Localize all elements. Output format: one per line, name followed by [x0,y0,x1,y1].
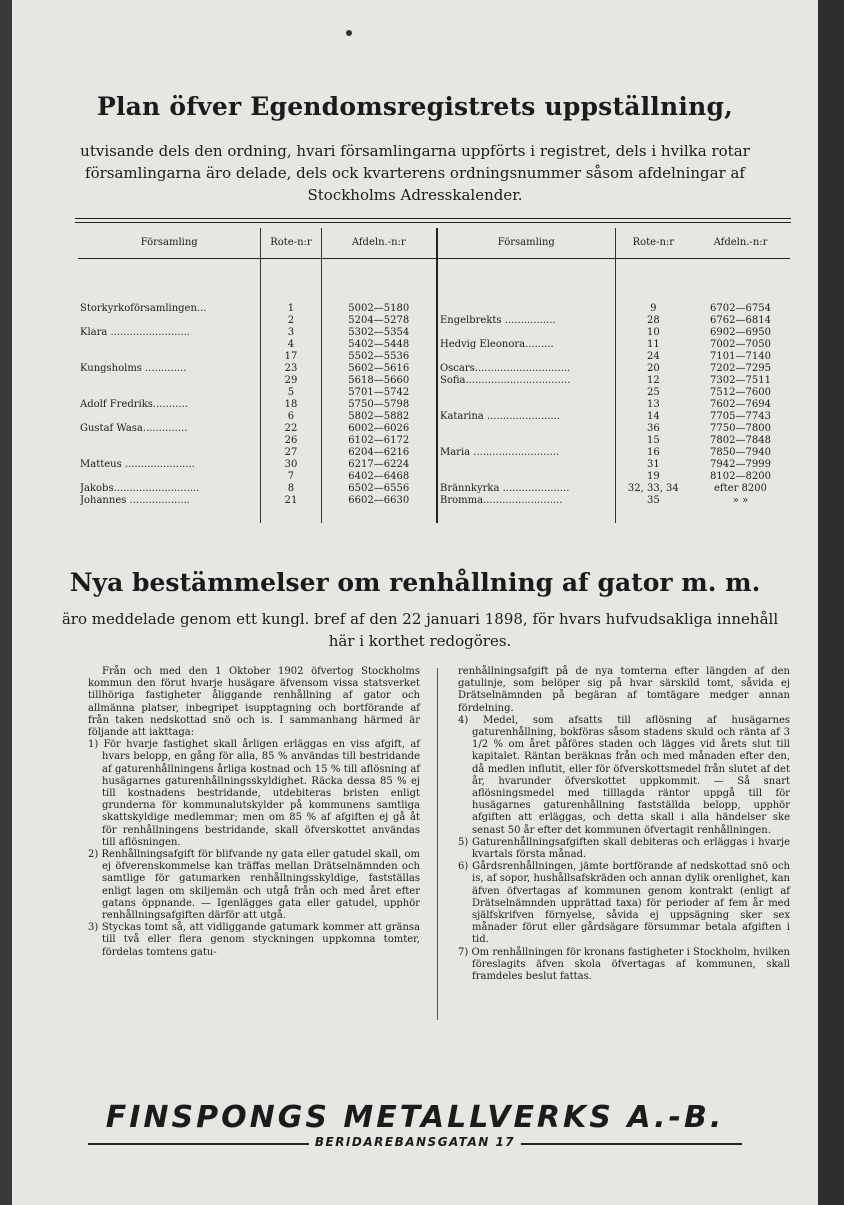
section-heading: Nya bestämmelser om renhållning af gator m. m. [69,568,761,597]
table-cell-forsamling [440,471,613,483]
header-forsamling-right: Församling [437,228,615,259]
header-afdeln-right: Afdeln.-n:r [691,228,790,259]
header-rote-left: Rote-n:r [261,228,321,259]
left-paragraph: 3) Styckas tomt så, att vidliggande gatumark kommer att gränsa till två eller flera genom styckningen uppkomna tomter, fördelas tomtens gatu- [88,922,420,958]
left-paragraph: 2) Renhållningsafgift för blifvande ny gata eller gatudel skall, om ej öfverenskommelse kan träffas mellan Drätselnämnden och samtlige för gatumarken renhållningsskyldige, fastställas enligt lagen om skiljemän och utgå från och med året efter gatans öppnande. — Igenlägges gata eller gatudel, upphör renhållningsafgiften därför att utgå. [88,849,420,922]
table-cell-afdelning: 7002—7050 [710,339,771,350]
table-cell-rote: 18 [284,399,298,410]
table-cell-afdelning: 6502—6556 [348,483,410,494]
header-forsamling-left: Församling [78,228,261,259]
table-cell-rote: 11 [646,339,660,350]
table-cell-afdelning: 5602—5616 [348,363,410,374]
table-cell-afdelning: 6217—6224 [348,459,410,470]
table-cell-forsamling [80,447,258,459]
table-cell-forsamling: Kungsholms ............. [80,363,187,374]
table-cell-rote: 16 [646,447,660,458]
table-header-row [78,228,790,259]
table-cell-forsamling: Oscars.............................. [439,363,571,374]
table-cell-forsamling [80,375,258,387]
table-cell-rote: 5 [287,387,295,398]
table-cell-rote: 3 [287,327,295,338]
table-cell-rote: 36 [646,423,660,434]
table-cell-rote: 21 [284,495,298,506]
right-paragraph: renhållningsafgift på de nya tomterna efter längden af den gatulinje, som belöper sig på hvar särskild tomt, såvida ej Drätselnämnden på begäran af tomtägare medger annan fördelning. [458,666,790,714]
table-cell-afdelning: 8102—8200 [710,471,771,482]
table-cell-afdelning: 5204—5278 [348,315,410,326]
table-cell-forsamling [80,315,258,327]
table-cell-rote: 2 [287,315,295,326]
table-cell-forsamling: Maria ........................... [439,447,560,458]
table-cell-afdelning: 7101—7140 [710,351,771,362]
table-cell-afdelning: 5502—5536 [348,351,410,362]
table-cell-afdelning: 5402—5448 [348,339,410,350]
table-cell-afdelning: 5618—5660 [348,375,410,386]
table-cell-afdelning: 5002—5180 [348,303,410,314]
table-cell-forsamling [440,387,613,399]
table-cell-afdelning: 6702—6754 [710,303,771,314]
right-paragraph: 7) Om renhållningen för kronans fastigheter i Stockholm, hvilken föreslagits äfven skola öfvertagas af kommunen, skall framdeles beslut fattas. [458,946,790,983]
table-cell-forsamling [80,351,258,363]
table-cell-forsamling: Sofia................................. [439,375,571,386]
table-cell-afdelning: 6902—6950 [710,327,771,338]
table-cell-forsamling: Katarina ....................... [439,411,561,422]
left-text-column [88,666,420,959]
table-cell-rote: 32, 33, 34 [627,483,679,494]
table-top-rule [75,218,791,219]
right-rotar-cell [615,259,691,524]
table-cell-forsamling [440,327,613,339]
table-cell-afdelning: 6762—6814 [710,315,771,326]
table-cell-rote: 29 [284,375,298,386]
table-cell-forsamling [80,507,258,519]
table-cell-rote: 8 [287,483,295,494]
table-cell-afdelning: 7942—7999 [710,459,771,470]
table-cell-forsamling: Jakobs........................... [80,483,200,494]
table-cell-rote: 12 [646,375,660,386]
table-cell-forsamling: Hedvig Eleonora......... [439,339,554,350]
table-cell-rote: 25 [646,387,660,398]
table-cell-rote: 1 [287,303,295,314]
table-cell-forsamling [80,411,258,423]
table-cell-forsamling [440,303,613,315]
advertiser-address: BERIDAREBANSGATAN 17 [12,1135,818,1149]
table-cell-rote: 35 [646,495,660,506]
table-cell-afdelning: 5701—5742 [348,387,410,398]
table-cell-forsamling [440,351,613,363]
table-cell-afdelning: 6204—6216 [348,447,410,458]
table-cell-forsamling: Matteus ...................... [80,459,195,470]
left-paragraph: 1) För hvarje fastighet skall årligen erläggas en viss afgift, af hvars belopp, en gång för alla, 85 % användas till bestridande af gaturenhållningens årliga kostnad och 15 % till aflösning af husägarnes gaturenhållningsskyldighet. Räcka dessa 85 % ej till kostnadens bestridande, utdebiteras bristen enligt grunderna för kommunalutskylder på kommunens samtliga skattskyldige medlemmar; men om 85 % af afgiften ej gå åt för renhållningens bestridande, skall öfverskottet användas till aflösningen. [88,739,420,848]
advertiser-logo-text: FINSPONGS METALLVERKS A.-B. [105,1100,725,1135]
left-paragraph: Från och med den 1 Oktober 1902 öfvertog Stockholms kommun den förut hvarje husägare äfvensom vissa statsverket tillhöriga fastigheter åliggande renhållning af gator och allmänna platser, inbegripet isupptagning och bortförande af från taken nedskottad snö och is. I sammanhang härmed är följande att iakttaga: [88,666,420,739]
table-cell-afdelning: efter 8200 [714,483,767,494]
table-cell-forsamling [80,471,258,483]
table-cell-forsamling [440,435,613,447]
table-cell-rote: 30 [284,459,298,470]
table-cell-forsamling: Klara ......................... [80,327,191,338]
table-cell-rote: 28 [646,315,660,326]
table-cell-forsamling [440,399,613,411]
left-names-cell [78,259,261,524]
table-cell-rote: 26 [284,435,298,446]
register-table [78,228,790,523]
left-afdeln-cell [321,259,437,524]
table-cell-forsamling: Brännkyrka ..................... [439,483,570,494]
table-cell-forsamling [80,435,258,447]
table-cell-afdelning: 7750—7800 [710,423,771,434]
column-divider [437,668,438,1020]
table-cell-forsamling [80,387,258,399]
table-cell-afdelning: 5302—5354 [348,327,410,338]
table-cell-afdelning: 6102—6172 [348,435,410,446]
table-cell-afdelning: 6402—6468 [348,471,410,482]
table-cell-afdelning: 5802—5882 [348,411,410,422]
section-subheading: äro meddelade genom ett kungl. bref af den 22 januari 1898, för hvars hufvudsakliga innehåll här i korthet redogöres. [61,610,779,650]
right-paragraph: 4) Medel, som afsatts till aflösning af husägarnes gaturenhållning, bokföras såsom stadens skuld och ränta af 3 1/2 % om året påföres staden och lägges vid årets slut till kapitalet. Räntan beräknas från och med månaden efter den, då medlen influtit, eller för öfverskottsmedel från slutet af det år, hvarunder öfverskottet uppkommit. — Så snart aflösningsmedel med tilllagda räntor uppgå till för husägarnes gaturenhållning fastställda belopp, upphör afgiften att erläggas, och detta skall i alla händelser ske senast 50 år efter det kommunen öfvertagit renhållningen. [458,714,790,836]
page-subtitle: utvisande dels den ordning, hvari församlingarna uppförts i registret, dels i hvilka rotar församlingarna äro delade, dels ock kvarterens ordningsnummer såsom afdelningar af Stockholms Adresskalender. [80,142,750,204]
table-cell-rote: 15 [646,435,660,446]
table-cell-rote: 23 [284,363,298,374]
table-cell-rote: 4 [287,339,295,350]
table-cell-rote: 27 [284,447,298,458]
table-cell-rote: 31 [646,459,660,470]
table-cell-afdelning: 5750—5798 [348,399,410,410]
table-top-rule-2 [75,222,791,223]
table-cell-rote: 10 [646,327,660,338]
table-cell-afdelning: 7705—7743 [710,411,771,422]
table-cell-forsamling: Bromma......................... [439,495,563,506]
table-cell-rote: 9 [650,303,657,314]
table-cell-afdelning: 7802—7848 [710,435,771,446]
table-cell-rote: 7 [287,471,295,482]
table-cell-forsamling [440,423,613,435]
header-rote-right: Rote-n:r [615,228,691,259]
table-cell-forsamling: Storkyrkoförsamlingen... [80,303,207,314]
header-afdeln-left: Afdeln.-n:r [321,228,437,259]
right-paragraph: 5) Gaturenhållningsafgiften skall debiteras och erläggas i hvarje kvartals första månad. [458,836,790,861]
left-rotar-cell [261,259,321,524]
right-text-column [458,666,790,983]
table-cell-forsamling [440,459,613,471]
table-cell-rote: 14 [646,411,660,422]
table-cell-rote: 24 [646,351,660,362]
table-cell-afdelning: 6602—6630 [348,495,410,506]
table-cell-afdelning: » » [732,495,749,506]
print-speck [346,30,352,36]
document-page [12,0,818,1205]
right-paragraph: 6) Gårdsrenhållningen, jämte bortförande af nedskottad snö och is, af sopor, hushållsafskräden och annan dylik orenlighet, kan äfven öfvertagas af kommunen genom kontrakt (enligt af Drätselnämnden upprättad taxa) för perioder af fem år med själfskrifven förnyelse, såvida ej uppsägning sker sex månader förut eller gårdsägare försummar betala afgiften i tid. [458,861,790,946]
table-cell-rote: 6 [287,411,295,422]
right-names-cell [437,259,615,524]
table-cell-rote: 20 [646,363,660,374]
table-cell-rote: 19 [646,471,660,482]
table-cell-forsamling: Gustaf Wasa.............. [80,423,188,434]
right-afdeln-cell [691,259,790,524]
table-body-row [78,259,790,524]
table-cell-rote: 22 [284,423,298,434]
table-cell-forsamling: Engelbrekts ................ [439,315,556,326]
table-cell-afdelning: 6002—6026 [348,423,410,434]
table-cell-rote: 17 [284,351,298,362]
table-cell-afdelning: 7850—7940 [710,447,771,458]
table-cell-afdelning: 7202—7295 [710,363,771,374]
table-cell-afdelning: 7512—7600 [710,387,771,398]
table-cell-rote: 13 [646,399,660,410]
table-cell-forsamling: Adolf Fredriks........... [80,399,188,410]
table-cell-forsamling [80,339,258,351]
table-cell-afdelning: 7602—7694 [710,399,771,410]
table-cell-afdelning: 7302—7511 [710,375,771,386]
table-cell-forsamling: Johannes ................... [80,495,190,506]
page-title: Plan öfver Egendomsregistrets uppställning, [96,92,734,121]
scan-edge [818,0,844,1205]
